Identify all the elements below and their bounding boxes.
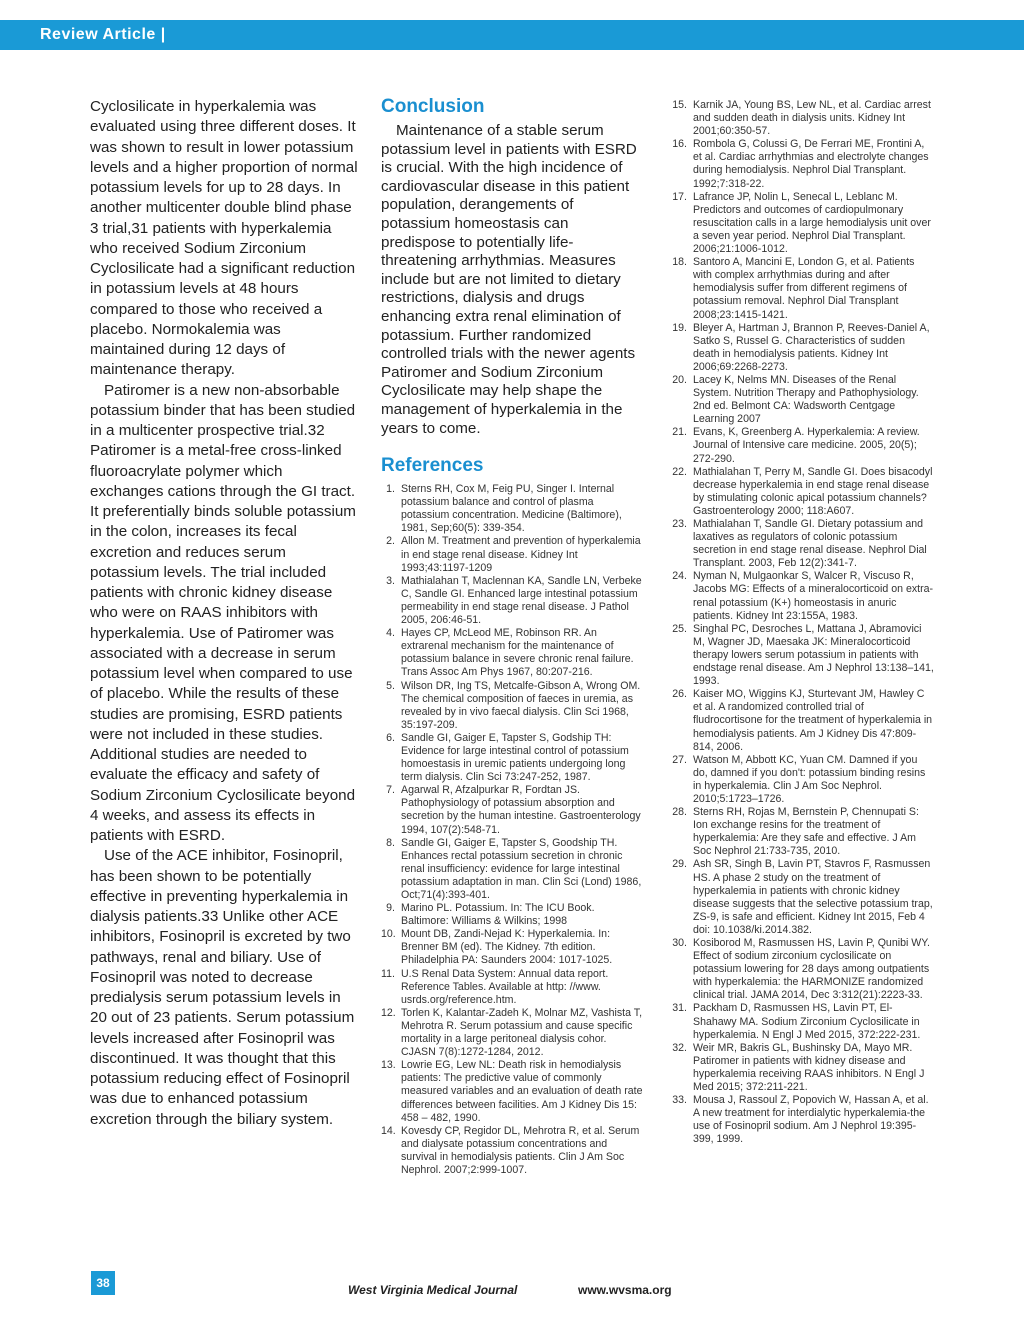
journal-name: West Virginia Medical Journal (348, 1283, 518, 1297)
reference-number: 6. (386, 731, 395, 744)
reference-item (672, 426, 934, 465)
reference-text: Sandle GI, Gaiger E, Tapster S, Godship TH: Evidence for large intestinal control of potassium homoestasis in uremic patients undergoing long term dialysis. Clin Sci 73:247-252, 1987. (401, 731, 629, 784)
reference-number: 12. (381, 1006, 396, 1019)
reference-text: Mathialahan T, Maclennan KA, Sandle LN, Verbeke C, Sandle GI. Enhanced large intestinal potassium permeability in end stage renal disease. J Pathol 2005, 206:46-51. (401, 574, 642, 627)
body-text-column (90, 97, 358, 1130)
reference-text: Weir MR, Bakris GL, Bushinsky DA, Mayo MR. Patiromer in patients with kidney disease and hyperkalemia receiving RAAS inhibitors. N Engl J Med 2015; 372:211-221. (693, 1041, 925, 1094)
reference-item (381, 535, 643, 574)
reference-item (672, 322, 934, 374)
references-column-continued (672, 99, 934, 1147)
reference-number: 7. (386, 784, 395, 797)
reference-number: 29. (672, 858, 687, 871)
reference-text: Agarwal R, Afzalpurkar R, Fordtan JS. Pathophysiology of potassium absorption and secretion by the human intestine. Gastroenterology 1994, 107(2):548-71. (401, 784, 641, 836)
reference-item (381, 1125, 643, 1177)
reference-text: Santoro A, Mancini E, London G, et al. Patients with complex arrhythmias during and after hemodialysis suffer from different regimens of potassium removal. Nephrol Dial Transplant 2008;23:1415-1421. (693, 256, 915, 321)
reference-text: Allon M. Treatment and prevention of hyperkalemia in end stage renal disease. Kidney Int 1993;43:1197-1209 (401, 535, 641, 574)
reference-text: Kaiser MO, Wiggins KJ, Sturtevant JM, Hawley C et al. A randomized controlled trial of fludrocortisone for the treatment of hyperkalemia in hemodialysis patients. Am J Kidney Dis 47:809-814, 2006. (693, 688, 933, 753)
reference-text: Mousa J, Rassoul Z, Popovich W, Hassan A, et al. A new treatment for interdialytic hyperkalemia-the use of Fosinopril sodium. Am J Nephrol 19:395-399, 1999. (693, 1094, 929, 1146)
reference-item (381, 627, 643, 679)
reference-number: 11. (381, 967, 395, 980)
reference-number: 21. (672, 426, 687, 439)
reference-number: 9. (386, 902, 395, 915)
reference-item (672, 191, 934, 256)
reference-text: Nyman N, Mulgaonkar S, Walcer R, Viscuso R, Jacobs MG: Effects of a mineralocorticoid on extra-renal potassium (K+) homeostasis in anuric patients. Kidney Int 23:155A, 1983. (693, 570, 934, 622)
conclusion-text: Maintenance of a stable serum potassium level in patients with ESRD is crucial. With the high incidence of cardiovascular disease in this patient population, derangements of potassium homeostasis can predispose to potentially life-threatening arrhythmias. Measures include but are not limited to dietary restrictions, dialysis and drugs enhancing extra renal elimination of potassium. Further randomized controlled trials with the newer agents Patiromer and Sodium Zirconium Cyclosilicate may help shape the management of hyperkalemia in the years to come. (381, 122, 637, 437)
reference-number: 15. (672, 99, 687, 111)
reference-number: 5. (386, 679, 395, 692)
reference-item (672, 806, 934, 858)
reference-text: Mathialahan T, Sandle GI. Dietary potassium and laxatives as regulators of colonic potassium secretion in end stage renal disease. Nephrol Dial Transplant. 2003, Feb 12(2):341-7. (693, 518, 927, 570)
reference-item (672, 1042, 934, 1094)
header-band (0, 20, 1024, 50)
reference-item (672, 1094, 934, 1146)
reference-item (672, 858, 934, 937)
section-label: Review Article | (40, 26, 166, 43)
reference-item (381, 837, 643, 902)
reference-item (672, 937, 934, 1002)
reference-item (672, 688, 934, 753)
reference-text: Rombola G, Colussi G, De Ferrari ME, Frontini A, et al. Cardiac arrhythmias and electrolyte changes during hemodialysis. Nephrol Dial Transplant. 1992;7:318-22. (693, 138, 929, 190)
reference-item (381, 1059, 643, 1124)
reference-item (381, 732, 643, 784)
journal-website: www.wvsma.org (578, 1283, 672, 1297)
reference-item (672, 256, 934, 321)
reference-number: 10. (381, 928, 396, 941)
reference-number: 18. (672, 256, 687, 269)
reference-item (672, 466, 934, 518)
reference-item (672, 623, 934, 688)
reference-item (381, 902, 643, 928)
reference-item (672, 99, 934, 138)
reference-item (381, 483, 643, 535)
conclusion-references-column (381, 96, 643, 1177)
reference-item (381, 575, 643, 627)
reference-text: Evans, K, Greenberg A. Hyperkalemia: A review. Journal of Intensive care medicine. 2005, 20(5); 272-290. (693, 426, 920, 465)
reference-number: 16. (672, 138, 687, 151)
reference-item (672, 754, 934, 806)
reference-item (381, 1007, 643, 1059)
body-paragraph: Use of the ACE inhibitor, Fosinopril, has been shown to be potentially effective in preventing hyperkalemia in dialysis patients.33 Unlike other ACE inhibitors, Fosinopril is excreted by two pathways, renal and biliary. Use of Fosinopril was noted to decrease predialysis serum potassium levels in 20 out of 23 patients. Serum potassium levels increased after Fosinopril was discontinued. It was thought that this potassium reducing effect of Fosinopril was due to enhanced potassium excretion through the biliary system. (90, 847, 355, 1128)
reference-text: Sandle GI, Gaiger E, Tapster S, Goodship TH. Enhances rectal potassium secretion in chronic renal insufficiency: evidence for large intestinal potassium adaptation in man. Clin Sci (Lond) 1986, Oct;71(4):393-401. (401, 836, 642, 901)
reference-item (672, 570, 934, 622)
reference-list (672, 99, 934, 1147)
reference-number: 23. (672, 518, 687, 530)
reference-text: Mount DB, Zandi-Nejad K: Hyperkalemia. In: Brenner BM (ed). The Kidney. 7th edition. Philadelphia PA: Saunders 2004: 1017-1025. (401, 928, 613, 967)
reference-text: Sterns RH, Cox M, Feig PU, Singer I. Internal potassium balance and control of plasma potassium concentration. Medicine (Baltimore), 1981, Sep;60(5): 339-354. (401, 483, 622, 535)
reference-number: 13. (381, 1059, 396, 1072)
reference-number: 26. (672, 688, 687, 701)
reference-text: Karnik JA, Young BS, Lew NL, et al. Cardiac arrest and sudden death in dialysis units. Kidney Int 2001;60:350-57. (693, 99, 931, 138)
reference-text: Torlen K, Kalantar-Zadeh K, Molnar MZ, Vashista T, Mehrotra R. Serum potassium and cause specific mortality in a large peritoneal dialysis cohor. CJASN 7(8):1272-1284, 2012. (401, 1006, 643, 1059)
reference-number: 27. (672, 753, 687, 766)
reference-number: 3. (386, 574, 395, 587)
conclusion-heading: Conclusion (381, 96, 485, 117)
reference-number: 1. (386, 483, 395, 496)
reference-number: 28. (672, 806, 687, 819)
reference-text: Mathialahan T, Perry M, Sandle GI. Does bisacodyl decrease hyperkalemia in end stage renal disease by stimulating colonic apical potassium channels? Gastroenterology 2000; 118:A607. (693, 465, 933, 517)
body-paragraph: Patiromer is a new non-absorbable potassium binder that has been studied in a multicenter prospective trial.32 Patiromer is a metal-free cross-linked fluoroacrylate polymer which exchanges cations through the GI tract. It preferentially binds soluble potassium in the colon, increases its fecal excretion and reduces serum potassium levels. The trial included patients with chronic kidney disease who were on RAAS inhibitors with hyperkalemia. Use of Patiromer was associated with a decrease in serum potassium level when compared to use of placebo. While the results of these studies are promising, ESRD patients were not included in these studies. Additional studies are needed to evaluate the efficacy and safety of Sodium Zirconium Cyclosilicate beyond 4 weeks, and assess its effects in patients with ESRD. (90, 381, 356, 844)
reference-number: 22. (672, 465, 687, 478)
reference-item (672, 138, 934, 190)
reference-number: 33. (672, 1094, 687, 1107)
reference-text: Wilson DR, Ing TS, Metcalfe-Gibson A, Wrong OM. The chemical composition of faeces in uremia, as revealed by in vivo faecal dialysis. Clin Sci 1968, 35:197-209. (401, 679, 641, 731)
reference-text: Kovesdy CP, Regidor DL, Mehrotra R, et al. Serum and dialysate potassium concentrations and survival in hemodialysis patients. Clin J Am Soc Nephrol. 2007;2:999-1007. (401, 1124, 640, 1176)
references-heading: References (381, 455, 484, 477)
reference-text: Packham D, Rasmussen HS, Lavin PT, El-Shahawy MA. Sodium Zirconium Cyclosilicate in hyperkalemia. N Engl J Med 2015, 372:222-231. (693, 1002, 921, 1041)
reference-item (381, 784, 643, 836)
reference-number: 8. (386, 836, 395, 849)
reference-text: Kosiborod M, Rasmussen HS, Lavin P, Qunibi WY. Effect of sodium zirconium cyclosilicate on potassium lowering for 28 days among outpatients with hyperkalemia: the HARMONIZE randomized clinical trial. JAMA 2014, Dec 3:312(21):2223-33. (693, 937, 930, 1002)
reference-number: 19. (672, 321, 687, 334)
body-paragraph: Cyclosilicate in hyperkalemia was evaluated using three different doses. It was shown to result in lower potassium levels and a higher proportion of normal potassium levels for up to 28 days. In another multicenter double blind phase 3 trial,31 patients with hyperkalemia who received Sodium Zirconium Cyclosilicate had a significant reduction in potassium levels at 48 hours compared to those who received a placebo. Normokalemia was maintained during 12 days of maintenance therapy. (90, 98, 358, 379)
reference-item (381, 928, 643, 967)
reference-number: 30. (672, 937, 687, 949)
reference-number: 2. (386, 535, 395, 548)
reference-number: 20. (672, 373, 687, 386)
page-footer (0, 1268, 1024, 1298)
reference-text: Sterns RH, Rojas M, Bernstein P, Chennupati S: Ion exchange resins for the treatment of hyperkalemia: Are they safe and effective. J Am Soc Nephrol 21:733-735, 2010. (693, 806, 919, 858)
reference-text: U.S Renal Data System: Annual data report. Reference Tables. Available at http: //www. usrds.org/reference.htm. (401, 967, 609, 1006)
reference-text: Bleyer A, Hartman J, Brannon P, Reeves-Daniel A, Satko S, Russel G. Characteristics of sudden death in hemodialysis patients. Kidney Int 2006;69:2268-2273. (693, 321, 930, 373)
reference-number: 31. (672, 1002, 687, 1015)
reference-number: 14. (381, 1124, 396, 1137)
reference-item (381, 968, 643, 1007)
reference-number: 4. (386, 627, 395, 640)
reference-item (672, 374, 934, 426)
reference-text: Singhal PC, Desroches L, Mattana J, Abramovici M, Wagner JD, Maesaka JK: Mineralocorticoid therapy lowers serum potassium in patients with endstage renal disease. Am J Nephrol 13:138–141, 1993. (693, 622, 934, 688)
reference-number: 25. (672, 622, 687, 635)
reference-text: Ash SR, Singh B, Lavin PT, Stavros F, Rasmussen HS. A phase 2 study on the treatment of hyperkalemia in patients with chronic kidney disease suggests that the selective potassium trap, ZS-9, is safe and efficient. Kidney Int 2015, Feb 4 doi: 10.1038/ki.2014.382. (693, 858, 933, 936)
page-number: 38 (91, 1271, 115, 1295)
reference-number: 24. (672, 570, 687, 583)
reference-number: 32. (672, 1041, 687, 1054)
reference-list (381, 483, 643, 1177)
reference-number: 17. (672, 190, 687, 203)
reference-text: Lowrie EG, Lew NL: Death risk in hemodialysis patients: The predictive value of commonly measured variables and an evaluation of death rate differences between facilities. Am J Kidney Dis 15: 458 – 482, 1990. (401, 1059, 643, 1124)
reference-text: Lafrance JP, Nolin L, Senecal L, Leblanc M. Predictors and outcomes of cardiopulmonary resuscitation calls in a large hemodialysis unit over a seven year period. Nephrol Dial Transplant. 2006;21:1006-1012. (693, 190, 931, 256)
reference-item (381, 680, 643, 732)
reference-text: Watson M, Abbott KC, Yuan CM. Damned if you do, damned if you don't: potassium binding resins in hyperkalemia. Clin J Am Soc Nephrol. 2010;5:1723–1726. (693, 753, 926, 805)
reference-item (672, 518, 934, 570)
reference-text: Marino PL. Potassium. In: The ICU Book. Baltimore: Williams & Wilkins; 1998 (401, 902, 595, 928)
reference-text: Hayes CP, McLeod ME, Robinson RR. An extrarenal mechanism for the maintenance of potassium balance in severe chronic renal failure. Trans Assoc Am Phys 1967, 80:207-216. (401, 627, 634, 679)
reference-item (672, 1002, 934, 1041)
reference-text: Lacey K, Nelms MN. Diseases of the Renal System. Nutrition Therapy and Pathophysiology. 2nd ed. Belmont CA: Wadsworth Centgage Learning 2007 (693, 373, 919, 426)
